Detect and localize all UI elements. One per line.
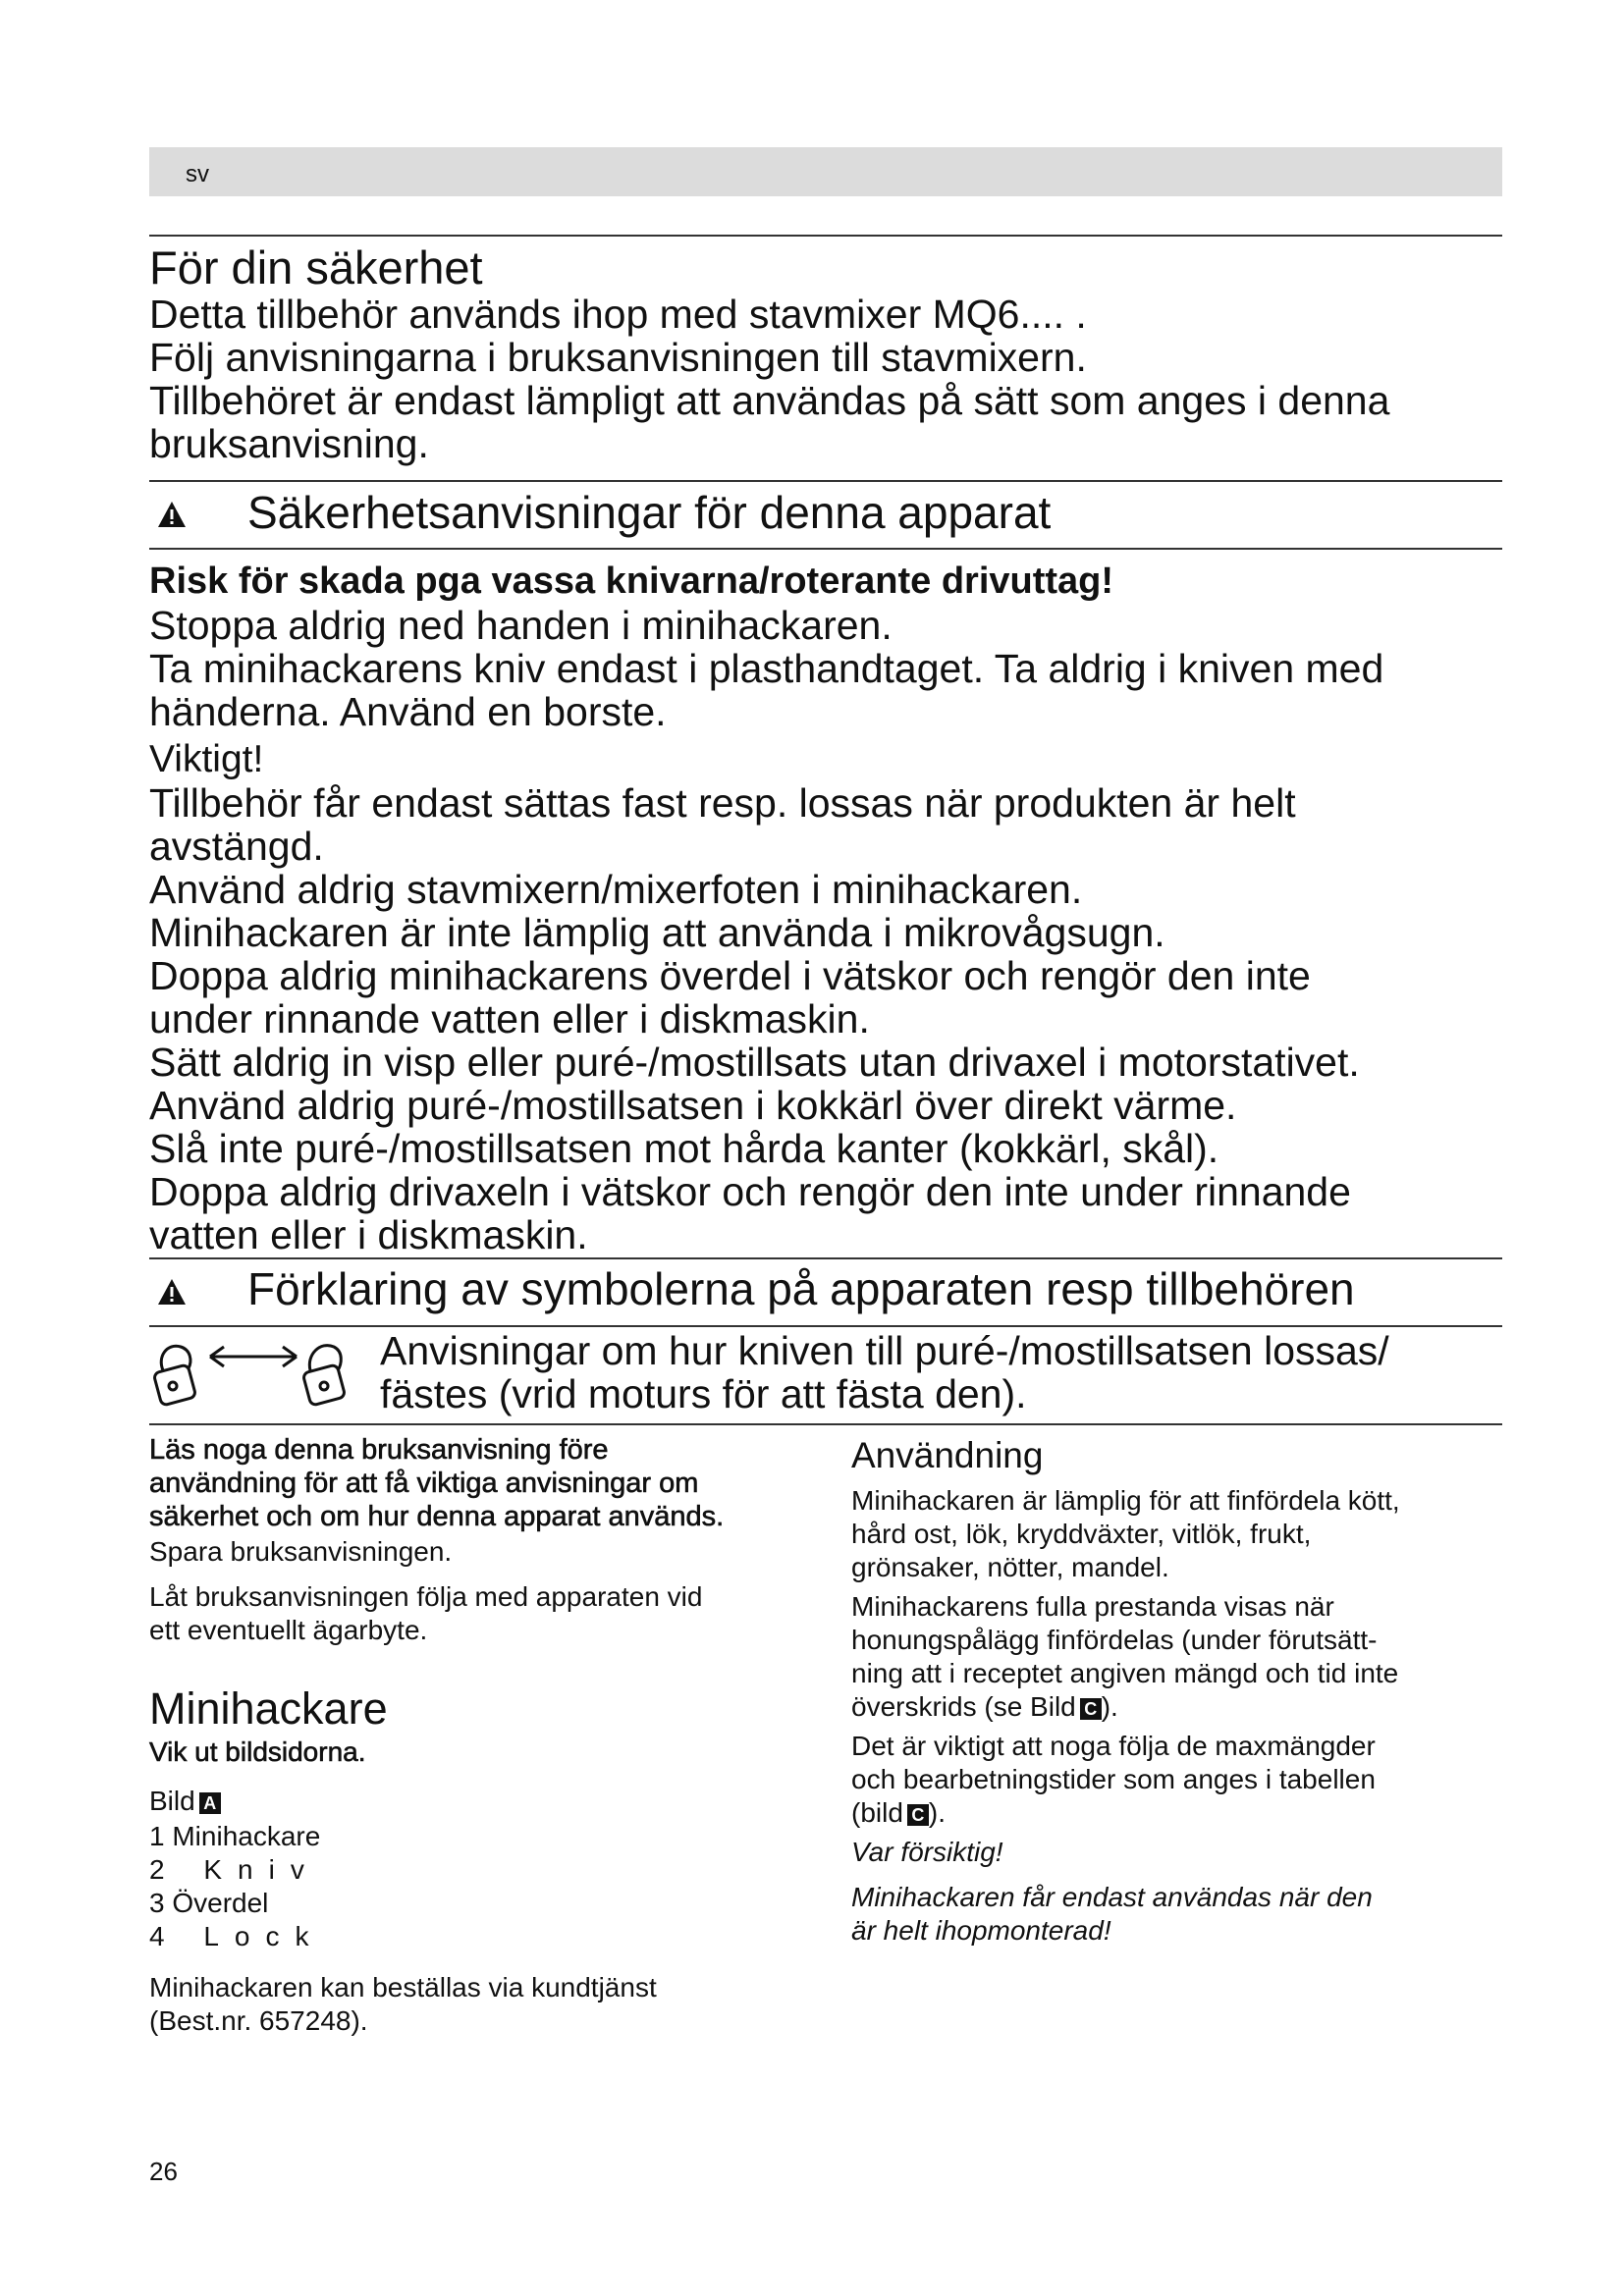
use-line <box>851 1690 1509 1724</box>
instructions-text-b <box>149 781 1514 1256</box>
instruction-line: Slå inte puré-/mostillsatsen mot hårda kanter (kokkärl, skål). <box>149 1126 1219 1171</box>
use-line: honungspålägg finfördelas (under förutsätt- <box>851 1625 1378 1655</box>
language-bar <box>149 147 1502 196</box>
figure-a-label <box>149 1785 837 1818</box>
instructions-title: Säkerhetsanvisningar för denna apparat <box>247 487 1052 538</box>
risk-heading: Risk för skada pga vassa knivarna/roterante drivuttag! <box>149 561 1114 602</box>
figure-c-badge: C <box>907 1804 929 1826</box>
instruction-line: avstängd. <box>149 824 324 869</box>
save-instructions: Spara bruksanvisningen. <box>149 1536 453 1567</box>
intro-line: Läs noga denna bruksanvisning före <box>149 1434 609 1466</box>
warning-icon <box>157 501 187 528</box>
safety-text <box>149 293 1514 465</box>
use-line: Det är viktigt att noga följa de maxmängder <box>851 1731 1376 1761</box>
instruction-line: Stoppa aldrig ned handen i minihackaren. <box>149 603 893 648</box>
lock-description-line: fästes (vrid moturs för att fästa den). <box>380 1371 1027 1416</box>
figure-label: Bild <box>149 1786 195 1816</box>
instruction-line: Sätt aldrig in visp eller puré-/mostillsats utan drivaxel i motorstativet. <box>149 1040 1360 1085</box>
safety-line: Detta tillbehör används ihop med stavmixer MQ6.... . <box>149 292 1087 337</box>
part-item: 3 Överdel <box>149 1888 269 1918</box>
parts-list <box>149 1820 837 1953</box>
lock-description-line: Anvisningar om hur kniven till puré-/mostillsatsen lossas/ <box>380 1328 1389 1373</box>
figure-a-badge: A <box>199 1792 221 1814</box>
use-line-text: ). <box>928 1797 947 1828</box>
lock-unlock-icon <box>149 1331 355 1410</box>
caution-title: Var försiktig! <box>851 1837 1003 1867</box>
part-item: 1 Minihackare <box>149 1821 321 1851</box>
use-line: och bearbetningstider som anges i tabellen <box>851 1764 1376 1794</box>
caution-text <box>851 1881 1509 1948</box>
instruction-line: vatten eller i diskmaskin. <box>149 1212 588 1257</box>
instruction-line: Tillbehör får endast sättas fast resp. lossas när produkten är helt <box>149 780 1296 826</box>
instruction-line: händerna. Använd en borste. <box>149 689 667 734</box>
use-line-text: ). <box>1101 1691 1118 1722</box>
divider <box>149 1257 1502 1259</box>
caution-line: är helt ihopmonterad! <box>851 1915 1111 1946</box>
part-item: 4 Lock <box>149 1921 325 1951</box>
language-code: sv <box>186 161 209 187</box>
instruction-line: Minihackaren är inte lämplig att använda i mikrovågsugn. <box>149 910 1165 955</box>
use-title: Användning <box>851 1435 1044 1475</box>
minihackare-title: Minihackare <box>149 1683 388 1734</box>
transfer-line: Låt bruksanvisningen följa med apparaten vid <box>149 1581 703 1612</box>
use-line-text: överskrids (se Bild <box>851 1691 1076 1722</box>
instruction-line: Doppa aldrig drivaxeln i vätskor och rengör den inte under rinnande <box>149 1169 1351 1214</box>
fold-out-note: Vik ut bildsidorna. <box>149 1736 366 1767</box>
intro-line: säkerhet och om hur denna apparat används. <box>149 1501 725 1532</box>
instruction-line: under rinnande vatten eller i diskmaskin. <box>149 996 870 1041</box>
divider <box>149 480 1502 482</box>
use-line: Minihackarens fulla prestanda visas när <box>851 1591 1334 1622</box>
order-info <box>149 1971 837 2038</box>
use-paragraph-2 <box>851 1590 1509 1724</box>
symbols-title: Förklaring av symbolerna på apparaten resp tillbehören <box>247 1263 1355 1314</box>
safety-line: bruksanvisning. <box>149 421 429 466</box>
caution-line: Minihackaren får endast användas när den <box>851 1882 1373 1912</box>
safety-title: För din säkerhet <box>149 241 483 294</box>
read-carefully-text <box>149 1433 837 1533</box>
instruction-line: Doppa aldrig minihackarens överdel i vätskor och rengör den inte <box>149 953 1311 998</box>
divider <box>149 235 1502 237</box>
use-line <box>851 1796 1509 1830</box>
safety-line: Följ anvisningarna i bruksanvisningen till stavmixern. <box>149 335 1087 380</box>
use-paragraph-1 <box>851 1484 1509 1584</box>
lock-description <box>380 1329 1509 1415</box>
transfer-instructions <box>149 1580 837 1647</box>
use-paragraph-3 <box>851 1730 1509 1830</box>
order-line: Minihackaren kan beställas via kundtjänst <box>149 1972 657 2002</box>
divider <box>149 1423 1502 1425</box>
instruction-line: Använd aldrig stavmixern/mixerfoten i minihackaren. <box>149 867 1083 912</box>
page-number: 26 <box>149 2157 178 2186</box>
important-label: Viktigt! <box>149 738 264 780</box>
use-line: Minihackaren är lämplig för att finfördela kött, <box>851 1485 1400 1516</box>
transfer-line: ett eventuellt ägarbyte. <box>149 1615 428 1645</box>
instruction-line: Använd aldrig puré-/mostillsatsen i kokkärl över direkt värme. <box>149 1083 1237 1128</box>
warning-icon <box>157 1278 187 1306</box>
divider <box>149 548 1502 550</box>
use-line-text: (bild <box>851 1797 903 1828</box>
use-line: ning att i receptet angiven mängd och tid inte <box>851 1658 1399 1688</box>
use-line: hård ost, lök, kryddväxter, vitlök, frukt, <box>851 1519 1312 1549</box>
safety-line: Tillbehöret är endast lämpligt att användas på sätt som anges i denna <box>149 378 1390 423</box>
instruction-line: Ta minihackarens kniv endast i plasthandtaget. Ta aldrig i kniven med <box>149 646 1384 691</box>
instructions-text-a <box>149 604 1514 733</box>
figure-c-badge: C <box>1080 1698 1102 1720</box>
order-line: (Best.nr. 657248). <box>149 2005 368 2036</box>
part-item: 2 Kniv <box>149 1854 320 1885</box>
use-line: grönsaker, nötter, mandel. <box>851 1552 1169 1582</box>
intro-line: användning för att få viktiga anvisningar om <box>149 1468 699 1499</box>
divider <box>149 1325 1502 1327</box>
